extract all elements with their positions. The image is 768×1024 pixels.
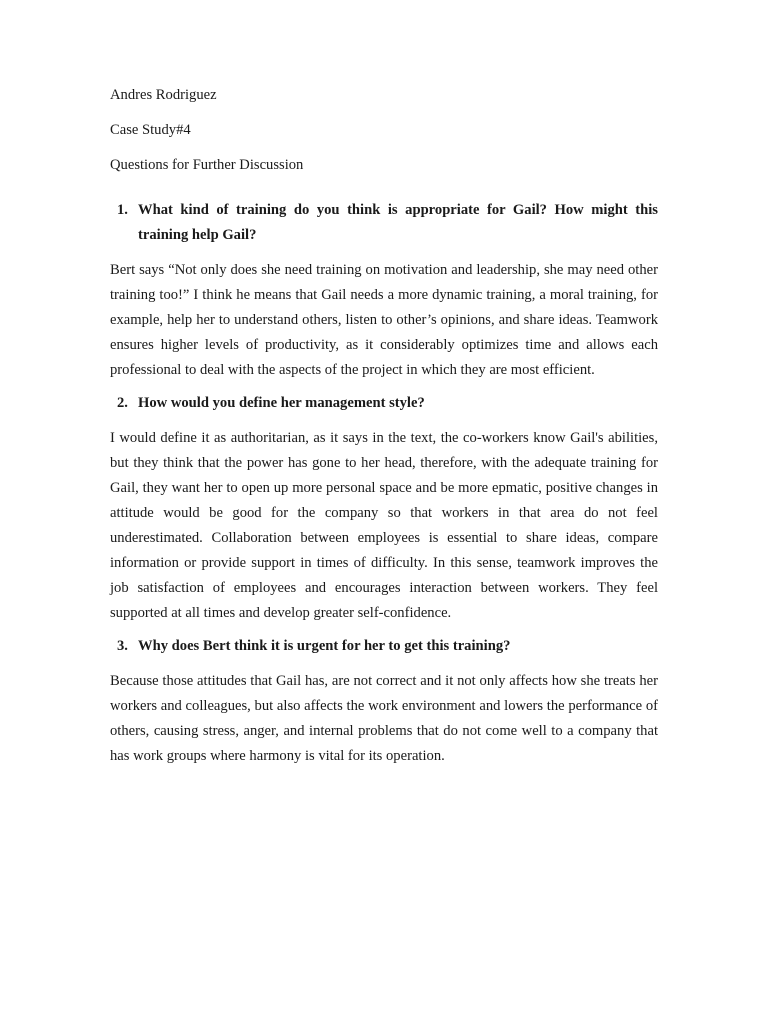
assignment-title: Case Study#4 bbox=[110, 122, 191, 138]
question-heading bbox=[110, 634, 658, 659]
question-text: What kind of training do you think is appropriate for Gail? How might this training help Gail? bbox=[138, 202, 658, 243]
question-heading bbox=[110, 189, 658, 248]
question-text: Why does Bert think it is urgent for her to get this training? bbox=[138, 638, 511, 654]
answer-paragraph: I would define it as authoritarian, as it says in the text, the co-workers know Gail's abilities, but they think that the power has gone to her head, therefore, with the adequate training for Gail, they want her to open up more personal space and be more epmatic, positive changes in attitude would be good for the company so that workers in that area do not feel underestimated. Collaboration between employees is essential to share ideas, compare information or provide support in times of difficulty. In this sense, teamwork improves the job satisfaction of employees and encourages interaction between workers. They feel supported at all times and develop greater self-confidence. bbox=[110, 430, 658, 621]
section-title: Questions for Further Discussion bbox=[110, 157, 304, 173]
question-text: How would you define her management style? bbox=[138, 395, 425, 411]
document-body bbox=[110, 84, 658, 769]
question-heading bbox=[110, 391, 658, 416]
answer-paragraph: Because those attitudes that Gail has, are not correct and it not only affects how she treats her workers and colleagues, but also affects the work environment and lowers the performance of others, causing stress, anger, and internal problems that do not come well to a company that has work groups where harmony is vital for its operation. bbox=[110, 673, 658, 764]
question-item bbox=[110, 391, 658, 626]
question-number: 1. bbox=[117, 202, 128, 218]
answer-paragraph: Bert says “Not only does she need training on motivation and leadership, she may need other training too!” I think he means that Gail needs a more dynamic training, a moral training, for example, help her to understand others, listen to other’s opinions, and share ideas. Teamwork ensures higher levels of productivity, as it considerably optimizes time and allows each professional to deal with the aspects of the project in which they are most efficient. bbox=[110, 262, 658, 378]
author-name: Andres Rodriguez bbox=[110, 87, 217, 103]
question-item bbox=[110, 189, 658, 383]
question-number: 3. bbox=[117, 638, 128, 654]
question-list bbox=[110, 189, 658, 769]
question-item bbox=[110, 634, 658, 769]
question-number: 2. bbox=[117, 395, 128, 411]
